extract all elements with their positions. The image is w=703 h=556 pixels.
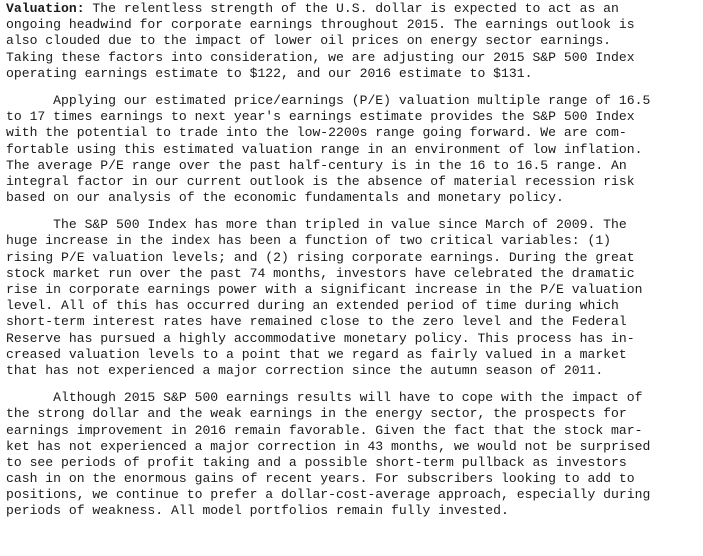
text-line: the strong dollar and the weak earnings in the energy sector, the prospects for	[6, 406, 627, 422]
text-line-content: The relentless strength of the U.S. dollar is expected to act as an	[84, 1, 619, 16]
text-line: creased valuation levels to a point that we regard as fairly valued in a market	[6, 346, 627, 362]
text-line: level. All of this has occurred during an extended period of time during which	[6, 298, 619, 314]
text-line: huge increase in the index has been a function of two critical variables: (1)	[6, 233, 612, 249]
text-line: ket has not experienced a major correction in 43 months, we would not be surprised	[6, 438, 651, 454]
text-line: to see periods of profit taking and a possible short-term pullback as investors	[6, 454, 627, 470]
text-line: based on our analysis of the economic fundamentals and monetary policy.	[6, 190, 564, 206]
text-line: cash in on the enormous gains of recent years. For subscribers looking to add to	[6, 471, 635, 487]
text-line: positions, we continue to prefer a dollar-cost-average approach, especially during	[6, 487, 651, 503]
text-line: operating earnings estimate to $122, and our 2016 estimate to $131.	[6, 65, 533, 81]
paragraph-valuation	[6, 1, 703, 82]
text-line: short-term interest rates have remained close to the zero level and the Federal	[6, 314, 627, 330]
text-line: to 17 times earnings to next year's earnings estimate provides the S&P 500 Index	[6, 109, 635, 125]
paragraph-outlook	[6, 390, 703, 520]
text-line: The S&P 500 Index has more than tripled in value since March of 2009. The	[6, 217, 627, 233]
text-line: Although 2015 S&P 500 earnings results will have to cope with the impact of	[6, 390, 643, 406]
paragraph-index-growth	[6, 217, 703, 379]
text-line: Applying our estimated price/earnings (P/E) valuation multiple range of 16.5	[6, 92, 651, 108]
text-line: The average P/E range over the past half-century is in the 16 to 16.5 range. An	[6, 157, 627, 173]
text-line: fortable using this estimated valuation range in an environment of low inflation.	[6, 141, 643, 157]
text-line: stock market run over the past 74 months, investors have celebrated the dramatic	[6, 265, 635, 281]
valuation-heading: Valuation:	[6, 1, 85, 16]
text-line: earnings improvement in 2016 remain favorable. Given the fact that the stock mar-	[6, 422, 643, 438]
text-line: that has not experienced a major correction since the autumn season of 2011.	[6, 362, 604, 378]
text-line: integral factor in our current outlook is the absence of material recession risk	[6, 173, 635, 189]
text-line: also clouded due to the impact of lower oil prices on energy sector earnings.	[6, 33, 612, 49]
text-line: Taking these factors into consideration, we are adjusting our 2015 S&P 500 Index	[6, 49, 635, 65]
text-line: rise in corporate earnings power with a significant increase in the P/E valuation	[6, 282, 643, 297]
text-line: ongoing headwind for corporate earnings throughout 2015. The earnings outlook is	[6, 17, 635, 33]
text-line: Reserve has pursued a highly accommodative monetary policy. This process has in-	[6, 330, 635, 346]
paragraph-pe-multiple	[6, 93, 703, 206]
text-line: rising P/E valuation levels; and (2) rising corporate earnings. During the great	[6, 249, 635, 265]
text-line: periods of weakness. All model portfolios remain fully invested.	[6, 503, 509, 519]
text-line: with the potential to trade into the low-2200s range going forward. We are com-	[6, 125, 627, 141]
text-line	[6, 1, 703, 17]
